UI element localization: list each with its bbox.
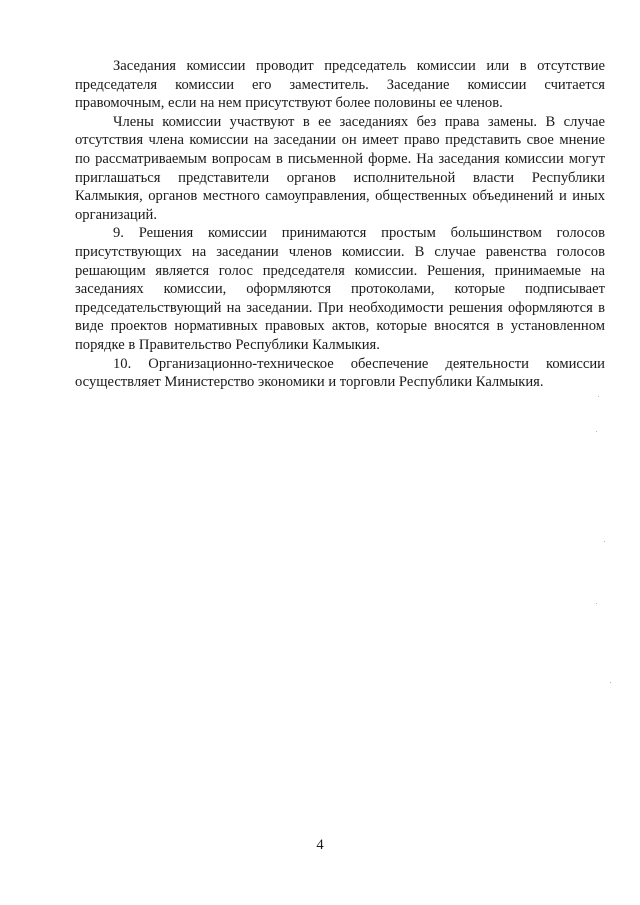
paragraph-10-support: 10. Организационно-техническое обеспечение деятельности комиссии осуществляет Министерство экономики и торговли Республики Калмыкия. xyxy=(75,355,605,391)
paragraph-members-participation: Члены комиссии участвуют в ее заседаниях без права замены. В случае отсутствия члена комиссии на заседании он имеет право представить свое мнение по рассматриваемым вопросам в письменной форме. На заседания комиссии могут приглашаться представители органов исполнительной власти Республики Калмыкия, органов местного самоуправления, общественных объединений и иных организаций. xyxy=(75,113,605,223)
scan-speck xyxy=(604,541,605,542)
scan-speck xyxy=(598,396,599,397)
document-body xyxy=(75,57,605,392)
paragraph-9-decisions: 9. Решения комиссии принимаются простым большинством голосов присутствующих на заседании членов комиссии. В случае равенства голосов решающим является голос председателя комиссии. Решения, принимаемые на заседаниях комиссии, оформляются протоколами, которые подписывает председательствующий на заседании. При необходимости решения оформляются в виде проектов нормативных правовых актов, которые вносятся в установленном порядке в Правительство Республики Калмыкия. xyxy=(75,225,605,353)
scan-speck xyxy=(596,603,597,604)
paragraph-meetings-chair: Заседания комиссии проводит председатель комиссии или в отсутствие председателя комиссии его заместитель. Заседание комиссии считается правомочным, если на нем присутствуют более половины ее членов. xyxy=(75,58,605,112)
scan-speck xyxy=(610,682,611,683)
page-number: 4 xyxy=(316,837,324,853)
scan-speck xyxy=(596,431,597,432)
